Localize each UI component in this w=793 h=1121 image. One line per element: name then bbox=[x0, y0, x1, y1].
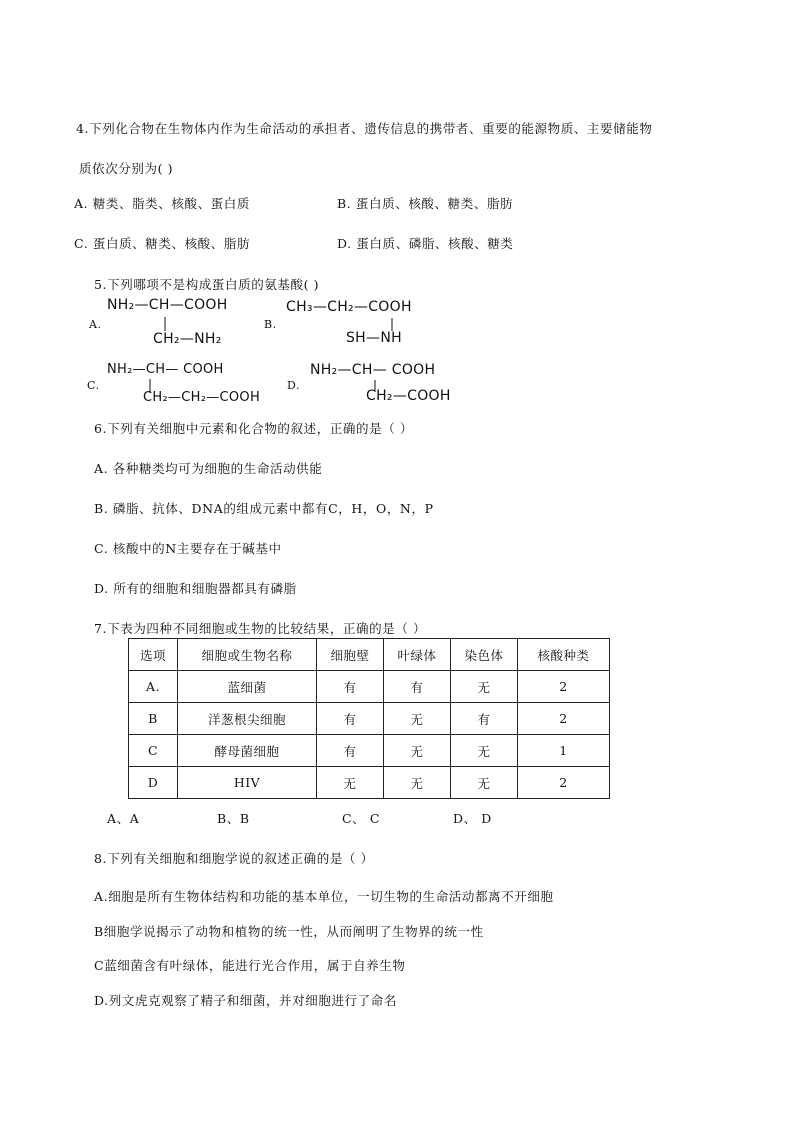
table-cell: 洋葱根尖细胞 bbox=[178, 703, 317, 735]
table-cell: 无 bbox=[451, 767, 518, 799]
q4-stem-line2: 质依次分别为( ) bbox=[79, 161, 174, 176]
table-cell: 有 bbox=[451, 703, 518, 735]
table-cell: 有 bbox=[317, 671, 384, 703]
q6-option-b: B. 磷脂、抗体、DNA的组成元素中都有C，H，O，N，P bbox=[94, 501, 434, 516]
table-cell: 无 bbox=[384, 735, 451, 767]
table-cell: 无 bbox=[451, 735, 518, 767]
q5-option-c-label: C. bbox=[87, 379, 100, 392]
table-cell: B bbox=[129, 703, 178, 735]
table-cell: 有 bbox=[317, 703, 384, 735]
table-cell: C bbox=[129, 735, 178, 767]
table-header-cell: 核酸种类 bbox=[518, 639, 610, 671]
table-cell: 无 bbox=[451, 671, 518, 703]
q6-option-c: C. 核酸中的N主要存在于碱基中 bbox=[94, 541, 282, 556]
q8-option-b: B细胞学说揭示了动物和植物的统一性，从而阐明了生物界的统一性 bbox=[94, 924, 484, 939]
table-row bbox=[129, 703, 610, 735]
table-row bbox=[129, 735, 610, 767]
q5-c-top: NH₂—CH— COOH bbox=[107, 362, 224, 377]
q7-stem: 7.下表为四种不同细胞或生物的比较结果，正确的是（ ） bbox=[94, 621, 427, 636]
q7-option-c: C、 C bbox=[342, 811, 381, 826]
table-header-cell: 染色体 bbox=[451, 639, 518, 671]
q7-option-d: D、 D bbox=[453, 811, 492, 826]
q4-option-a: A. 糖类、脂类、核酸、蛋白质 bbox=[74, 196, 250, 211]
table-cell: 2 bbox=[518, 671, 610, 703]
q5-option-a-label: A. bbox=[89, 318, 102, 331]
table-cell: 1 bbox=[518, 735, 610, 767]
q4-option-c: C. 蛋白质、糖类、核酸、脂肪 bbox=[74, 236, 251, 251]
table-cell: D bbox=[129, 767, 178, 799]
q5-d-top: NH₂—CH— COOH bbox=[310, 362, 436, 378]
table-cell: 2 bbox=[518, 703, 610, 735]
q4-option-d: D. 蛋白质、磷脂、核酸、糖类 bbox=[337, 236, 514, 251]
q6-stem: 6.下列有关细胞中元素和化合物的叙述，正确的是（ ） bbox=[94, 421, 414, 436]
q5-b-top: CH₃—CH₂—COOH bbox=[286, 299, 412, 315]
table-cell: 有 bbox=[317, 735, 384, 767]
table-cell: A. bbox=[129, 671, 178, 703]
q5-a-bottom: CH₂—NH₂ bbox=[153, 331, 222, 347]
table-header-cell: 叶绿体 bbox=[384, 639, 451, 671]
q7-option-a: A、A bbox=[107, 811, 140, 826]
q5-d-bottom: CH₂—COOH bbox=[366, 388, 451, 404]
q5-stem: 5.下列哪项不是构成蛋白质的氨基酸( ) bbox=[94, 277, 320, 292]
q4-stem-line1: 4.下列化合物在生物体内作为生命活动的承担者、遗传信息的携带者、重要的能源物质、主要储能物 bbox=[76, 121, 653, 136]
table-cell: 有 bbox=[384, 671, 451, 703]
q4-option-b: B. 蛋白质、核酸、糖类、脂肪 bbox=[337, 196, 514, 211]
q5-option-d-label: D. bbox=[287, 379, 301, 392]
table-header-row bbox=[129, 639, 610, 671]
q8-option-c: C蓝细菌含有叶绿体，能进行光合作用，属于自养生物 bbox=[94, 958, 406, 973]
q8-option-d: D.列文虎克观察了精子和细菌，并对细胞进行了命名 bbox=[94, 993, 397, 1008]
comparison-table bbox=[128, 638, 610, 799]
table-cell: 酵母菌细胞 bbox=[178, 735, 317, 767]
table-header-cell: 细胞或生物名称 bbox=[178, 639, 317, 671]
q7-option-b: B、B bbox=[217, 811, 250, 826]
table-cell: 蓝细菌 bbox=[178, 671, 317, 703]
q6-option-d: D. 所有的细胞和细胞器都具有磷脂 bbox=[94, 581, 297, 596]
q5-b-bottom: SH—NH bbox=[346, 330, 402, 346]
table-header-cell: 细胞壁 bbox=[317, 639, 384, 671]
q8-stem: 8.下列有关细胞和细胞学说的叙述正确的是（ ） bbox=[94, 851, 374, 866]
q5-a-top: NH₂—CH—COOH bbox=[107, 297, 228, 313]
table-cell: 无 bbox=[384, 767, 451, 799]
table-header-cell: 选项 bbox=[129, 639, 178, 671]
table-row bbox=[129, 671, 610, 703]
table-cell: 无 bbox=[384, 703, 451, 735]
table-cell: 无 bbox=[317, 767, 384, 799]
table-cell: HIV bbox=[178, 767, 317, 799]
table-row bbox=[129, 767, 610, 799]
q5-option-b-label: B. bbox=[264, 318, 277, 331]
q6-option-a: A. 各种糖类均可为细胞的生命活动供能 bbox=[94, 461, 323, 476]
q5-c-bottom: CH₂—CH₂—COOH bbox=[143, 390, 261, 405]
q8-option-a: A.细胞是所有生物体结构和功能的基本单位，一切生物的生命活动都离不开细胞 bbox=[94, 889, 554, 904]
table-cell: 2 bbox=[518, 767, 610, 799]
